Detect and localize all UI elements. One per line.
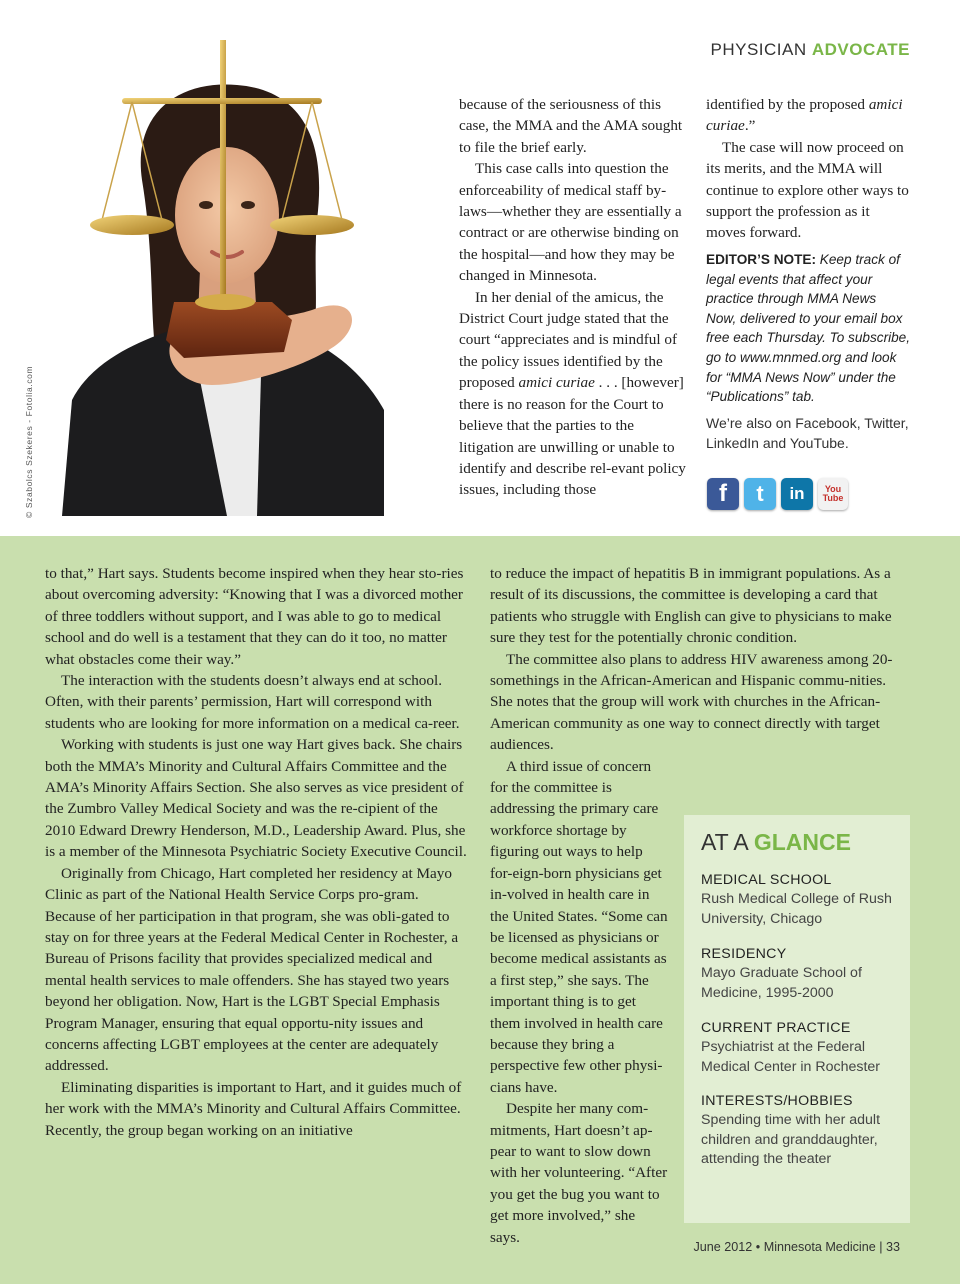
bottom-col2-para-4: Despite her many com-mitments, Hart doesn’t ap-pear to want to slow down with her volunteering. “After you get the bug you want to get more involved,” she says. <box>490 1100 668 1246</box>
youtube-icon[interactable]: You Tube <box>818 478 848 510</box>
photo-illustration <box>62 40 384 516</box>
top-col1-para-3-b: . . . [however] there is no reason for the Court to believe that the parties to the litigation are unwilling or unable to identify and describe rel-evant policy issues, including those <box>459 374 686 499</box>
glance-heading: CURRENT PRACTICE <box>701 1020 851 1036</box>
section-label: PHYSICIAN <box>710 40 807 59</box>
glance-item-medical-school <box>701 871 901 929</box>
top-column-2 <box>706 94 910 244</box>
editor-note-label: EDITOR’S NOTE: <box>706 252 817 267</box>
top-col1-para-3 <box>459 287 691 501</box>
bottom-col1-para-4: Originally from Chicago, Hart completed her residency at Mayo Clinic as part of the National Health Service Corps pro-gram. Because of her participation in that program, she was obli-gated to stay on for three years at the Federal Medical Center in Rochester, a Bureau of Prisons facility that provides specialized medical and mental health services to male offenders. She has stayed two years beyond her obligation. Now, Hart is the LGBT Special Emphasis Program Manager, ensuring that equal opportu-nity issues and concerns affecting LGBT employees at the center are adequately addressed. <box>45 864 459 1075</box>
social-icons <box>707 478 848 511</box>
bottom-col1-para-5: Eliminating disparities is important to Hart, and it guides much of her work with the MMA’s Minority and Cultural Affairs Committee. Recently, the group began working on an initiative <box>45 1078 462 1139</box>
bottom-col1-para-3: Working with students is just one way Hart gives back. She chairs both the MMA’s Minority and Cultural Affairs Committee and the AMA’s Minority Affairs Section. She also serves as vice president of the Zumbro Valley Medical Society and was the re-cipient of the 2010 Edward Drewry Henderson, M.D., Leadership Award. Plus, she is a member of the Minnesota Psychiatric Society Executive Council. <box>45 736 467 861</box>
bottom-col2-para-1: to reduce the impact of hepatitis B in immigrant populations. As a result of its discussions, the committee is developing a card that patients who struggle with English can give to physicians to make sure they test for the potentially chronic condition. <box>490 565 892 647</box>
glance-value: Spending time with her adult children and granddaughter, attending the theater <box>701 1112 881 1168</box>
glance-item-interests <box>701 1092 901 1170</box>
bottom-col1-para-1: to that,” Hart says. Students become inspired when they hear sto-ries about overcoming adversity: “Knowing that I was a divorced mother of three toddlers without support, and I was able to go to medical school and do well is a testament that they can do it too, no matter what obstacles come their way.” <box>45 565 464 668</box>
glance-title <box>701 829 851 856</box>
top-col2-para-1-italic: amici curiae <box>706 96 903 135</box>
glance-value: Psychiatrist at the Federal Medical Center in Rochester <box>701 1039 880 1075</box>
top-col2-para-2: The case will now proceed on its merits, and the MMA will continue to explore other ways to support the profession as it moves forward. <box>706 138 909 242</box>
bottom-col1-para-2: The interaction with the students doesn’t always end at school. Often, with their parents’ permission, Hart will correspond with students who are looking for more information on a medical ca-reer. <box>45 672 460 732</box>
glance-value: Rush Medical College of Rush University, Chicago <box>701 891 892 927</box>
social-text: We’re also on Facebook, Twitter, LinkedIn and YouTube. <box>706 415 909 451</box>
facebook-icon[interactable]: f <box>707 478 739 510</box>
top-col2-para-1 <box>706 94 910 137</box>
top-col1-para-3-a: In her denial of the amicus, the District Court judge stated that the court “appreciates and is mindful of the policy issues identified by the proposed <box>459 288 678 392</box>
glance-heading: RESIDENCY <box>701 946 787 962</box>
twitter-icon[interactable]: t <box>744 478 776 510</box>
glance-heading: INTERESTS/HOBBIES <box>701 1093 853 1109</box>
editor-note <box>706 250 910 407</box>
photo-woman-holding-scales <box>62 40 384 516</box>
glance-item-residency <box>701 945 901 1003</box>
photo-credit: © Szabolcs Szekeres - Fotolia.com <box>24 365 34 518</box>
glance-title-b: GLANCE <box>753 829 851 855</box>
top-col1-para-1: because of the seriousness of this case, the MMA and the AMA sought to file the brief early. <box>459 96 683 156</box>
top-col2-para-1-a: identified by the proposed <box>706 96 866 113</box>
at-a-glance-box <box>684 815 910 1223</box>
glance-value: Mayo Graduate School of Medicine, 1995-2000 <box>701 965 862 1001</box>
top-col1-para-3-italic: amici curiae <box>518 374 595 392</box>
top-col1-para-2: This case calls into question the enforceability of medical staff by-laws—whether they are essentially a contract or are otherwise binding on the hospital—and how they may be changed in Minnesota. <box>459 160 682 285</box>
section-label-accent: ADVOCATE <box>811 40 910 59</box>
top-column-1 <box>459 94 691 501</box>
bottom-col2-para-3 <box>490 756 668 1099</box>
bottom-col2-para-3-text: A third issue of concern for the committee is addressing the primary care workforce shortage by figuring out ways to help for-eign-born physicians get in-volved in health care in the United States. “Some can be licensed as physicians or become medical assistants as a first step,” she says. The important thing is to get them involved in health care because they bring a perspective few other physi-cians have. <box>490 757 668 1096</box>
page-footer: June 2012 • Minnesota Medicine | 33 <box>693 1240 900 1254</box>
section-header <box>690 40 910 60</box>
linkedin-icon[interactable]: in <box>781 478 813 510</box>
glance-heading: MEDICAL SCHOOL <box>701 872 832 888</box>
bottom-column-1 <box>45 563 469 1141</box>
glance-title-a: AT A <box>701 829 748 855</box>
top-col2-para-1-b: .” <box>744 117 756 135</box>
glance-item-current-practice <box>701 1019 901 1077</box>
bottom-col2-para-2: The committee also plans to address HIV awareness among 20-somethings in the African-American and Hispanic commu-nities. She notes that the group will work with churches in the African-American community as one way to connect directly with target audiences. <box>490 650 893 754</box>
editor-note-text: Keep track of legal events that affect your practice through MMA News Now, delivered to your email box free each Thursday. To subscribe, go to www.mnmed.org and look for “MMA News Now” under the “Publications” tab. <box>706 252 911 405</box>
